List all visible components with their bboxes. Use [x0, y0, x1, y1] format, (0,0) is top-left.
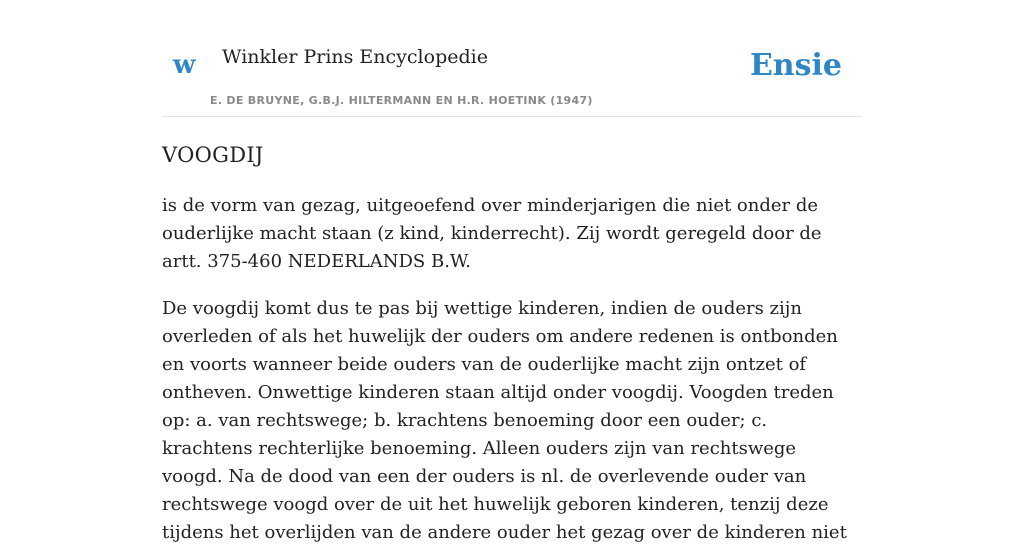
source-authors: E. DE BRUYNE, G.B.J. HILTERMANN EN H.R. HOETINK (1947) — [210, 94, 593, 107]
article-title: VOOGDIJ — [162, 143, 264, 167]
article — [162, 140, 862, 547]
source-title[interactable]: Winkler Prins Encyclopedie — [222, 46, 488, 68]
article-paragraph: is de vorm van gezag, uitgeoefend over minderjarigen die niet onder de ouderlijke macht staan (z kind, kinderrecht). Zij wordt geregeld door de artt. 375-460 NEDERLANDS B.W. — [162, 195, 822, 272]
source-header — [162, 0, 862, 117]
article-paragraph: De voogdij komt dus te pas bij wettige kinderen, indien de ouders zijn overleden of als het huwelijk der ouders om andere redenen is ontbonden en voorts wanneer beide ouders van de ouderlijke macht zijn ontzet of ontheven. Onwettige kinderen staan altijd onder voogdij. Voogden treden op: a. van rechtswege; b. krachtens benoeming door een ouder; c. krachtens rechterlijke benoeming. Alleen ouders zijn van rechtswege voogd. Na de dood van een der ouders is nl. de overlevende ouder van rechtswege voogd over de uit het huwelijk geboren kinderen, tenzij deze tijdens het overlijden van de andere ouder het gezag over de kinderen niet — [162, 298, 847, 543]
winkler-prins-logo[interactable]: w — [173, 50, 196, 80]
ensie-logo[interactable]: Ensie — [749, 48, 842, 83]
